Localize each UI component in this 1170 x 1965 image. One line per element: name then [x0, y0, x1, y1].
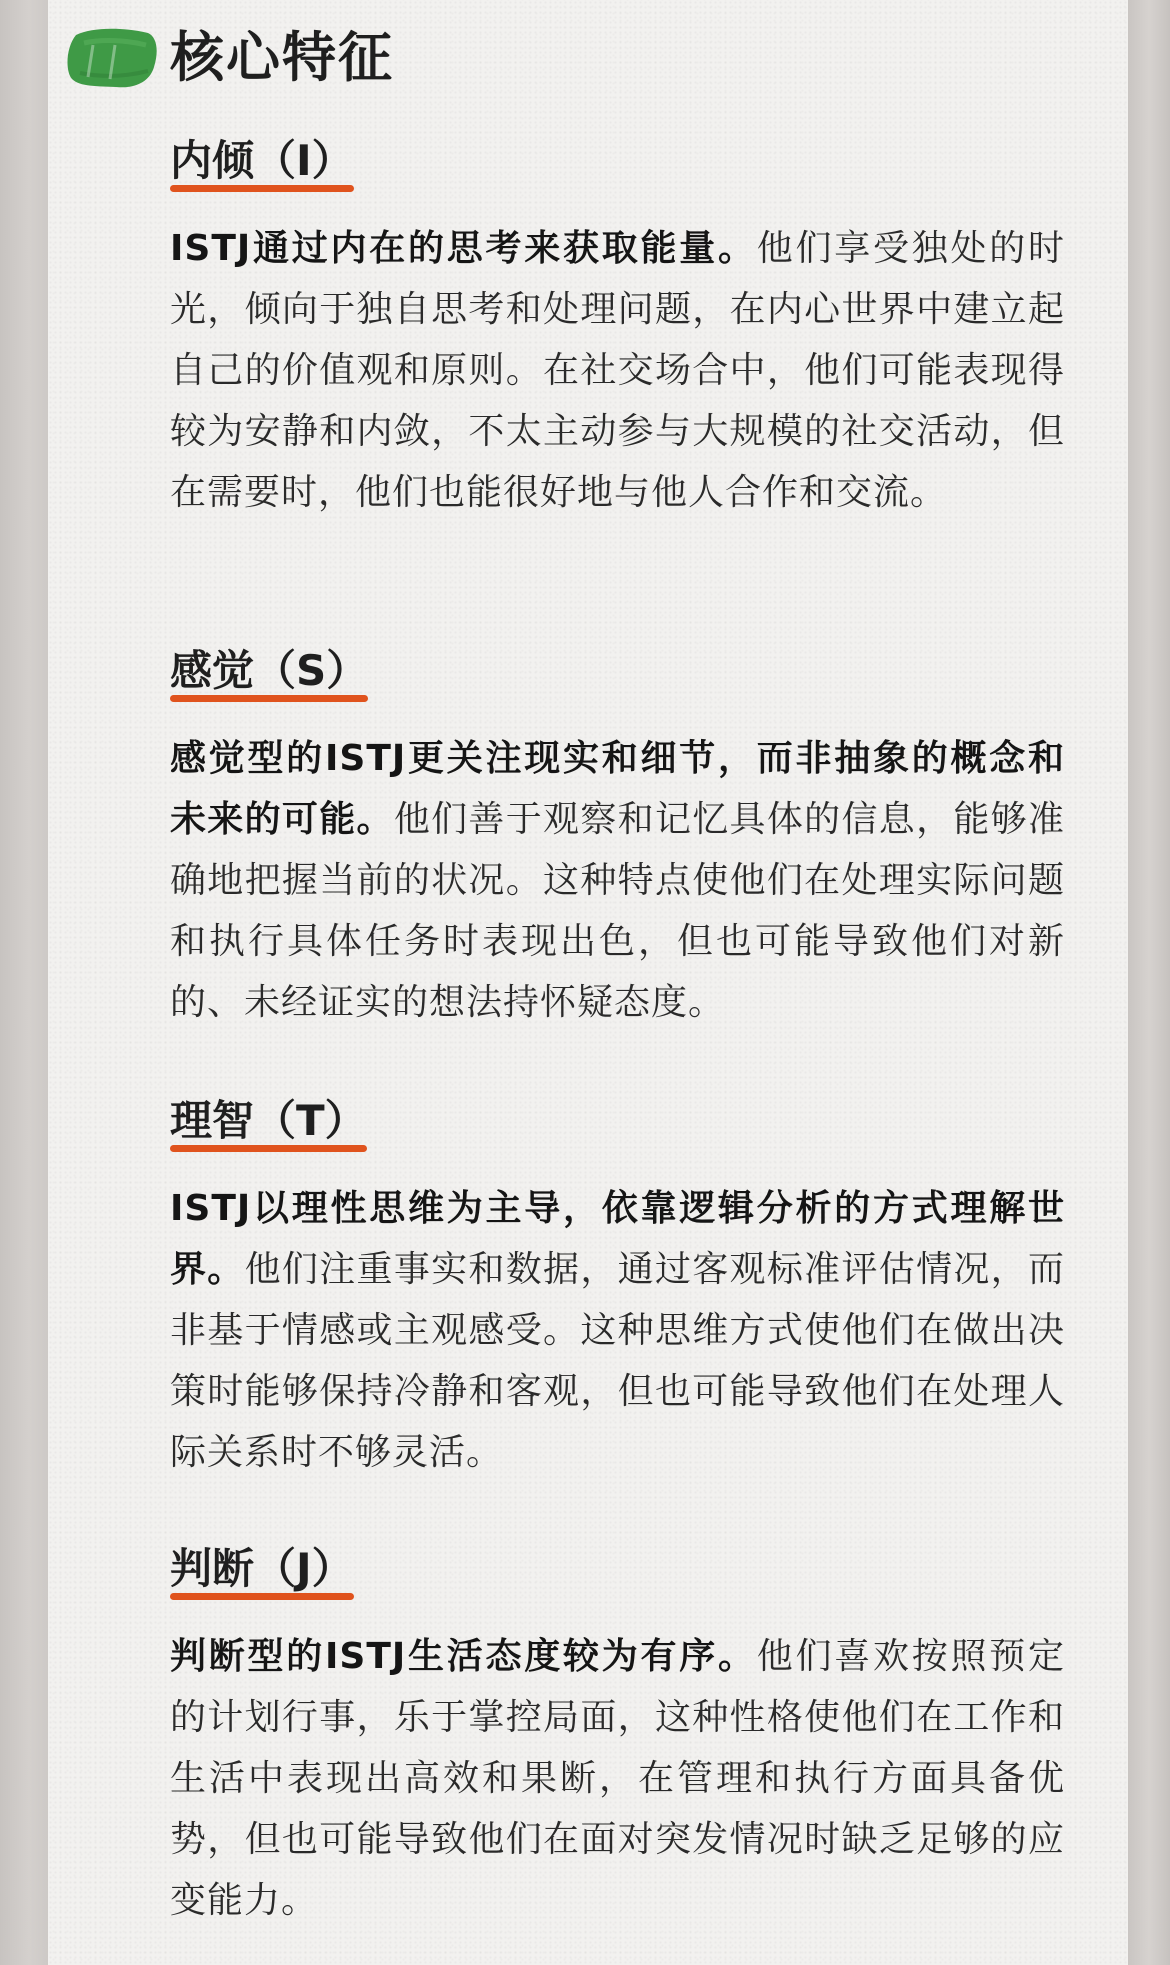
page-title: 核心特征: [170, 26, 394, 89]
section-sensing: [170, 646, 1065, 1033]
section-heading: [170, 646, 369, 702]
heading-underline: [170, 185, 354, 192]
section-heading-text: 理智（T）: [170, 1096, 367, 1145]
section-paragraph: [170, 728, 1065, 1033]
section-text: 他们享受独处的时光，倾向于独自思考和处理问题，在内心世界中建立起自己的价值观和原则。在社交场合中，他们可能表现得较为安静和内敛，不太主动参与大规模的社交活动，但在需要时，他们也能很好地与他人合作和交流。: [170, 228, 1065, 513]
section-heading: [170, 1096, 367, 1152]
section-lead: ISTJ通过内在的思考来获取能量。: [170, 228, 757, 269]
section-judging: [170, 1544, 1065, 1931]
section-heading: [170, 136, 354, 192]
page-header: [62, 18, 394, 98]
section-thinking: [170, 1096, 1065, 1483]
heading-underline: [170, 695, 368, 702]
section-heading-text: 内倾（I）: [170, 136, 354, 185]
section-lead: ISTJ以理性思维为主导，依靠逻辑分析的方式理解世界。: [170, 1188, 1065, 1290]
left-page-edge: [0, 0, 48, 1965]
section-heading: [170, 1544, 354, 1600]
section-text: 他们注重事实和数据，通过客观标准评估情况，而非基于情感或主观感受。这种思维方式使他们在做出决策时能够保持冷静和客观，但也可能导致他们在处理人际关系时不够灵活。: [170, 1249, 1065, 1473]
section-lead: 感觉型的ISTJ更关注现实和细节，而非抽象的概念和未来的可能。: [170, 738, 1065, 840]
section-heading-text: 感觉（S）: [170, 646, 369, 695]
section-text: 他们喜欢按照预定的计划行事，乐于掌控局面，这种性格使他们在工作和生活中表现出高效和果断，在管理和执行方面具备优势，但也可能导致他们在面对突发情况时缺乏足够的应变能力。: [170, 1636, 1065, 1921]
section-introversion: [170, 136, 1065, 523]
section-lead: 判断型的ISTJ生活态度较为有序。: [170, 1636, 757, 1677]
heading-underline: [170, 1593, 354, 1600]
section-paragraph: [170, 1178, 1065, 1483]
right-page-edge: [1128, 0, 1170, 1965]
green-brush-stroke-icon: [62, 23, 160, 93]
section-paragraph: [170, 1626, 1065, 1931]
section-paragraph: [170, 218, 1065, 523]
section-heading-text: 判断（J）: [170, 1544, 354, 1593]
heading-underline: [170, 1145, 367, 1152]
section-text: 他们善于观察和记忆具体的信息，能够准确地把握当前的状况。这种特点使他们在处理实际问题和执行具体任务时表现出色，但也可能导致他们对新的、未经证实的想法持怀疑态度。: [170, 799, 1065, 1023]
